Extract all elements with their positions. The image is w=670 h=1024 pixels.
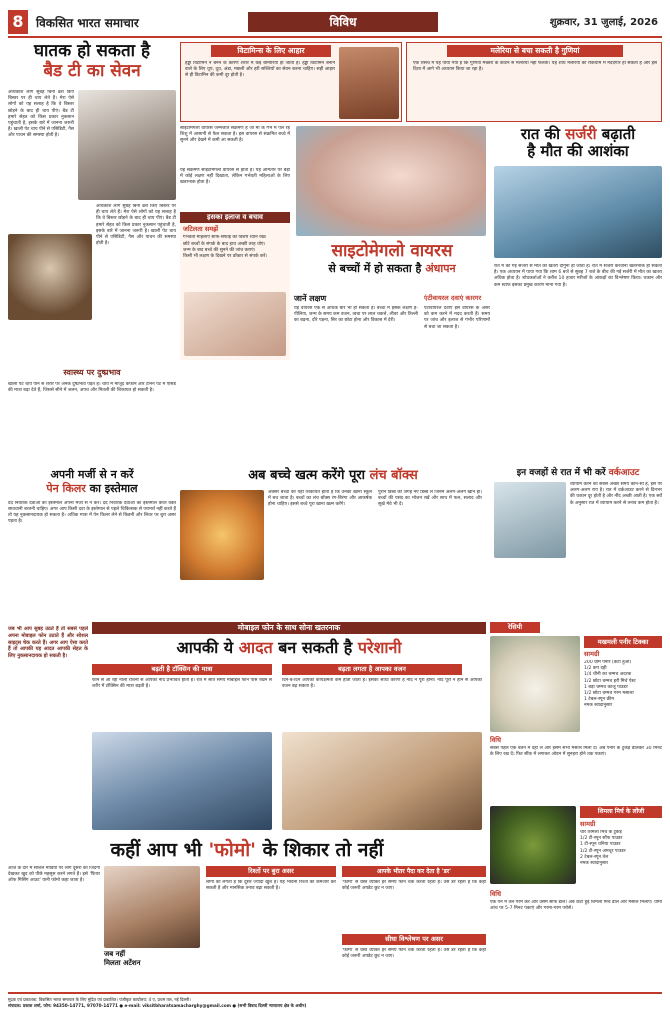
muscle-photo	[339, 47, 399, 119]
ingredient-item: 1 बड़ा चम्मच काजू पाउडर	[584, 684, 628, 690]
headline-bad-tea	[8, 42, 176, 81]
pain-title-end: का इस्तेमाल	[85, 482, 138, 496]
bad-tea-body: अधिकांश लोग सुबह बिना ब्रश किए बिस्तर पर ही चाय लेते हैं। मेरा ऐसे लोगों को यह सलाह है कि वे बिस्तर छोड़ने के बाद ही चाय पीएं। बैड टी हमारे सेहत को किस प्रकार नुकसान पहुंचाती है, इसके बारे में जानना जरूरी है। खाली पेट चाय पीने से एसिडिटी, गैस और पाचन की समस्या होती है।	[8, 90, 74, 139]
lunch-body-col2: पुराने डिब्बे की जगह नए डिब्बे लें जिनमें अलग-अलग खाने हों। बच्चों की पसंद का भोजन रखें और साथ में फल, सलाद और सूखे मेवे भी दें।	[378, 490, 482, 508]
paneer-tikka-photo	[490, 636, 580, 732]
shimla-method-heading: विधि	[490, 890, 501, 898]
fomo-body: आज के दौर में सोशल मीडिया पर लोग दूसरों की जिंदगी देखकर खुद को पीछे महसूस करने लगते हैं। इसे 'फियर ऑफ मिसिंग आउट' यानी फोमो कहा जाता है।	[8, 866, 100, 884]
mobile-banner: मोबाइल फोन के साथ सोना खतरनाक	[92, 622, 486, 634]
mobile-headline	[92, 638, 486, 659]
pain-title-line1: अपनी मर्जी से न करें	[50, 468, 134, 481]
article-surgery	[494, 126, 662, 468]
paneer-method-heading: विधि	[490, 736, 501, 744]
article-workout	[494, 468, 662, 618]
shimla-title: शिमला मिर्च के लोंजी	[580, 806, 662, 818]
phone-bed-photo	[282, 732, 482, 830]
cmv-know-heading: जानें लक्षण	[294, 294, 327, 303]
paneer-title: मखमली पनीर टिक्का	[584, 636, 662, 648]
mobile-main	[92, 622, 486, 834]
woman-tea-photo	[78, 90, 176, 200]
fomo-headline	[8, 838, 486, 863]
surgery-headline	[494, 126, 662, 161]
section-name: विविध	[248, 12, 438, 32]
treatment-item: छोटे बच्चों के संपर्क के बाद हाथ अच्छी तरह धोएं।	[183, 241, 266, 247]
mother-baby-photo	[184, 292, 286, 356]
article-lunch-box	[180, 468, 486, 618]
treatment-subhead: जटिलता समझें	[183, 225, 219, 233]
issue-date: शुक्रवार, 31 जुलाई, 2026	[549, 17, 658, 28]
ingredient-item: 1/2 छोटा चम्मच हरी मिर्च पेस्ट	[584, 678, 636, 684]
surgery-title-c: बढ़ाती	[596, 125, 636, 143]
cmv-title-line1: साइटोमेगलो वायरस	[331, 241, 453, 261]
treatment-item: किसी भी लक्षण के दिखने पर डॉक्टर से संपर्क करें।	[183, 254, 268, 259]
recipe-shimla	[490, 806, 662, 988]
surgery-body: रात में की गई सर्जरी से मौत का खतरा दोगुना हो जाता है। रात में सर्जरी करवाना खतरनाक हो सकता है। एक अध्ययन में पाया गया कि शाम 6 बजे से सुबह 7 बजे के बीच की गई सर्जरी में मौत का खतरा अधिक होता है। शोधकर्ताओं ने करीब 10 हजार मरीजों के आंकड़ों का विश्लेषण किया। थकान और कम स्टाफ इसका प्रमुख कारण माना गया है।	[494, 264, 662, 288]
workout-headline	[494, 468, 662, 480]
bad-tea-body-col2: अधिकांश लोग सुबह बिना ब्रश किए बिस्तर पर ही चाय लेते हैं। मेरा ऐसे लोगों को यह सलाह है कि वे बिस्तर छोड़ने के बाद ही चाय पीएं। बैड टी हमारे सेहत को किस प्रकार नुकसान पहुंचाती है, इसके बारे में जानना जरूरी है। खाली पेट चाय पीने से एसिडिटी, गैस और पाचन की समस्या होती है।	[96, 204, 176, 247]
footer-line1: मुद्रक एवं प्रकाशक: विकसित भारत समाचार के लिए मुद्रित एवं प्रकाशित। पंजीकृत कार्यालय: 4 ए, प्रथम तल, नई दिल्ली।	[8, 997, 191, 1002]
mobile-subhead-1: बढ़ती है टॉक्सिन की मात्रा	[92, 664, 272, 675]
workout-title-part2: वर्कआउट	[608, 468, 640, 478]
pain-title-line2	[8, 482, 176, 496]
cmv-body-col2: एंटीवायरल दवाएं इस वायरस के असर को कम करने में मदद करती हैं। समय पर जांच और इलाज से गंभीर परिणामों से बचा जा सकता है।	[424, 306, 490, 330]
workout-body: व्यायाम करने का सबसे अच्छा समय कौन-सा है, इस पर अलग-अलग राय है। रात में वर्कआउट करने से दिनभर की थकान दूर होती है और नींद अच्छी आती है। एक सर्वे के अनुसार रात में व्यायाम करने से तनाव कम होता है।	[570, 482, 662, 506]
cmv-intro-col2: यह संक्रमण साइटोमेगलो वायरस से होता है। यह आमतौर पर बड़ों में कोई लक्षण नहीं दिखाता, लेकिन गर्भवती महिलाओं के लिए खतरनाक होता है।	[180, 168, 290, 186]
paneer-ingredients	[584, 660, 662, 732]
article-treatment	[180, 212, 290, 360]
ingredient-item: 1/4 चीनी का चम्मच अदरक	[584, 672, 632, 678]
lunch-body-col1: अक्सर बच्चों की यही शिकायत होती है कि उनका खाना स्कूल में बच जाता है। बच्चों का लंच बॉक्स रंग-बिरंगा और आकर्षक होना चाहिए। इससे बच्चे पूरा खाना खत्म करेंगे।	[268, 490, 372, 508]
lunch-title-part2: लंच बॉक्स	[369, 468, 418, 483]
ingredient-item: 1 टी-स्पून धनिया पाउडर	[580, 842, 621, 848]
article-fomo	[8, 838, 486, 988]
cmv-intro-col1: साइटोमेगलो वायरस जन्मजात संक्रमण है जो मां के गर्भ में पल रहे शिशु में आसानी से फैल सकता है। इस वायरस से संक्रमित बच्चे में सुनने और देखने में कमी आ सकती है।	[180, 126, 290, 144]
ingredient-item: 2 टेबल-स्पून तेल	[580, 854, 609, 860]
mobile-title-a: आपकी ये	[176, 638, 239, 657]
paneer-ingredients-heading: सामग्री	[584, 650, 600, 658]
mobile-title-b: आदत	[238, 638, 273, 657]
mobile-side-text: जब भी आप सुबह उठते हैं तो सबसे पहले अपना मोबाइल फोन उठाते हैं और सोशल साइट्स चेक करते हैं। अगर आप ऐसा करते हैं तो आपकी यह आदत आपकी सेहत के लिए नुकसानदायक हो सकती है।	[8, 626, 88, 659]
fomo-women-photo	[104, 866, 200, 948]
ingredient-item: 1/2 कप दही	[584, 666, 607, 672]
surgery-title-line2: है मौत की आशंका	[527, 142, 629, 161]
fomo-title-b: 'फोमो'	[208, 839, 256, 861]
headline-line2: बैड टी का सेवन	[43, 60, 141, 81]
mobile-subhead-2: बढ़ता लगता है आपका वजन	[282, 664, 462, 675]
mobile-title-d: परेशानी	[357, 638, 402, 657]
shimla-method: एक पैन में तेल गरम करें और उसमें सौंफ डालें। अब कटी हुई शिमला मिर्च डालें और मसाले मिलाएं। धीमी आंच पर 5-7 मिनट पकाएं और गरमा-गरम परोसें।	[490, 900, 662, 912]
cmv-headline	[294, 240, 490, 290]
fomo-subhead-2: आपके भीतर पैदा कर देता है 'डर'	[342, 866, 486, 877]
page-number: 8	[8, 10, 28, 34]
recipe-paneer	[490, 622, 662, 802]
treatment-title: इसका इलाज व बचाव	[180, 212, 290, 223]
fomo-body-col1: लोगों को लगता है कि दूसरे ज्यादा खुश हैं। यह भावना रिश्तों को कमजोर कर सकती है और मानसिक तनाव बढ़ा सकती है।	[206, 880, 336, 892]
cmv-title-line2	[294, 262, 490, 276]
cmv-title-part1: से बच्चों में हो सकता है	[328, 262, 426, 276]
lunch-headline	[180, 468, 486, 485]
fomo-title-c: के शिकार तो नहीं	[255, 839, 384, 861]
article-pain-killer	[8, 468, 176, 618]
ingredient-item: 200 ग्राम पनीर (कटा हुआ)	[584, 660, 632, 665]
recipe-label: रेसिपी	[490, 622, 540, 633]
page-header	[8, 8, 662, 38]
treatment-list	[180, 235, 290, 260]
fomo-subhead-1: रिश्तों पर बुरा असर	[206, 866, 336, 877]
surgery-title-line1	[494, 126, 662, 143]
treatment-item: जन्म के बाद बच्चे की सुनने की जांच कराएं।	[183, 247, 256, 253]
shimla-mirch-photo	[490, 806, 576, 884]
surgery-title-a: रात की	[520, 125, 566, 143]
lunch-title-part1: अब बच्चे खत्म करेंगे पूरा	[248, 468, 370, 483]
baby-photo	[296, 126, 486, 236]
article-vitamin	[180, 42, 402, 122]
fomo-subhead-3: सीधा विश्लेषण पर असर	[342, 934, 486, 945]
headline-line1: घातक हो सकता है	[33, 41, 151, 61]
sleeping-woman-photo	[92, 732, 272, 830]
bad-tea-body2: खाली पेट चाय पीने से शरीर पर अनेक दुष्प्रभाव पड़ते हैं। चाय में मौजूद कैफीन और टैनिन पेट में एसिड की मात्रा बढ़ा देते हैं, जिससे सीने में जलन, अपच और मितली की शिकायत हो सकती है।	[8, 382, 176, 394]
mobile-body-col1: फोन से आ रही नीली रोशनी से आपकी नींद प्रभावित होती है। रात में सोते समय मोबाइल फोन पास रखने से शरीर में टॉक्सिन की मात्रा बढ़ती है।	[92, 678, 272, 690]
ingredient-item: 1/2 टी-स्पून अमचूर पाउडर	[580, 848, 626, 854]
cmv-body-col1: यह वायरस एक से अधिक बार भी हो सकता है। बच्चों में इसके लक्षण हैं- पीलिया, जन्म के समय कम वजन, त्वचा पर लाल चकत्ते, लीवर और तिल्ली का बढ़ना, दौरे पड़ना, सिर का छोटा होना और विकास में देरी।	[294, 306, 418, 324]
fomo-body-col3: 'फोमो' से ग्रस्त व्यक्ति हर समय फोन चेक करता रहता है। उसे डर रहता है कि कहीं कोई जरूरी अपडेट छूट न जाए।	[342, 948, 486, 960]
ingredient-item: 1/2 छोटा चम्मच गरम मसाला	[584, 690, 634, 696]
pain-title-red: पेन किलर	[46, 482, 86, 496]
bad-tea-subhead: स्वास्थ्य पर दुष्प्रभाव	[63, 368, 121, 377]
mobile-body-col2: दिन-ब-दिन आपकी कार्यक्षमता कम होती जाती है। इसका सीधा कारण है नींद न पूरी होना। नींद पूरी न होने से आपका वजन बढ़ सकता है।	[282, 678, 482, 690]
article-malaria	[406, 42, 662, 122]
shimla-ingredients	[580, 830, 662, 886]
cmv-title-part2: अंधापन	[425, 262, 456, 276]
shimla-ingredients-heading: सामग्री	[580, 820, 596, 828]
malaria-body: एक रिसर्च में यह पाया गया है कि गुणियां मच्छरों के काटने से मलेरिया नहीं फैलता। यह शोध मलेरिया की रोकथाम में मददगार हो सकता है और इस दिशा में आगे भी अध्ययन किया जा रहा है।	[413, 61, 657, 73]
vitamin-body: हड्डी विटामिन न बनने के कारण शरीर में कई बीमारियां हो जाती हैं। हड्डी विटामिन बनाने वाले के लिए धूप, दूध, अंडा, मछली और हरी सब्जियों का सेवन करना चाहिए। सही आहार से ही विटामिन की कमी दूर होती है।	[185, 61, 335, 79]
fomo-title-a: कहीं आप भी	[110, 839, 209, 861]
ingredient-item: 1/2 टी-स्पून सौंफ पाउडर	[580, 836, 623, 842]
surgery-photo	[494, 166, 662, 258]
article-bad-tea	[8, 42, 176, 462]
fomo-quote: जब नहीं मिलता अटेंशन	[104, 950, 141, 968]
workout-photo	[494, 482, 566, 558]
workout-title-part1: इन वजहों से रात में भी करें	[516, 468, 609, 478]
malaria-title: मलेरिया से बचा सकती है गुणियां	[447, 45, 623, 57]
tea-cup-photo	[8, 234, 92, 320]
ingredient-item: चार शिमला मिर्च के टुकड़े	[580, 830, 622, 835]
paneer-method: सबसे पहले एक बर्तन में दही लें और इसमें सभी मसाले मिला दें। अब पनीर के टुकड़े डालकर 30 मिनट के लिए रख दें। फिर सींक में लगाकर ओवन में सुनहरा होने तक पकाएं।	[490, 746, 662, 758]
cmv-antiviral-heading: एंटीवायरल दवाएं कारगर	[424, 294, 482, 302]
paper-name: विकसित भारत समाचार	[36, 16, 139, 30]
article-mobile	[8, 622, 486, 834]
ingredient-item: नमक स्वादानुसार	[580, 860, 609, 866]
mobile-title-c: बन सकती है	[272, 638, 358, 657]
page-footer	[8, 992, 662, 1020]
ingredient-item: नमक स्वादानुसार	[584, 703, 613, 709]
footer-line2: संपादक: प्रकाश शर्मा, फोन: 94350-14771, 97070-14771 ● e-mail: viksitbharatsamacharghy@gmail.com ● (सभी विवाद दिल्ली न्यायालय क्षेत्र के अधीन)	[8, 1003, 307, 1009]
surgery-title-b: सर्जरी	[565, 125, 597, 143]
ingredient-item: 1 टेबल-स्पून क्रीम	[584, 697, 614, 703]
lunch-box-photo	[180, 490, 264, 580]
treatment-item: गर्भवती महिलाएं साफ-सफाई का विशेष ध्यान रखें।	[183, 235, 267, 241]
fomo-body-col2: 'फोमो' से ग्रस्त व्यक्ति हर समय फोन चेक करता रहता है। उसे डर रहता है कि कहीं कोई जरूरी अपडेट छूट न जाए।	[342, 880, 486, 892]
vitamin-title: विटामिन्स के लिए आहार	[211, 45, 331, 57]
pain-body: दर्द निवारक दवाओं का इस्तेमाल अपनी मर्जी से न करें। दर्द निवारक दवाओं का इस्तेमाल करते वक्त सावधानी बरतनी चाहिए। अगर आप किसी दवा के इस्तेमाल से पहले चिकित्सक से परामर्श नहीं करते हैं तो यह नुकसानदायक हो सकता है। अधिक मात्रा में पेन किलर लेने से किडनी और लिवर पर बुरा असर पड़ता है।	[8, 500, 176, 525]
